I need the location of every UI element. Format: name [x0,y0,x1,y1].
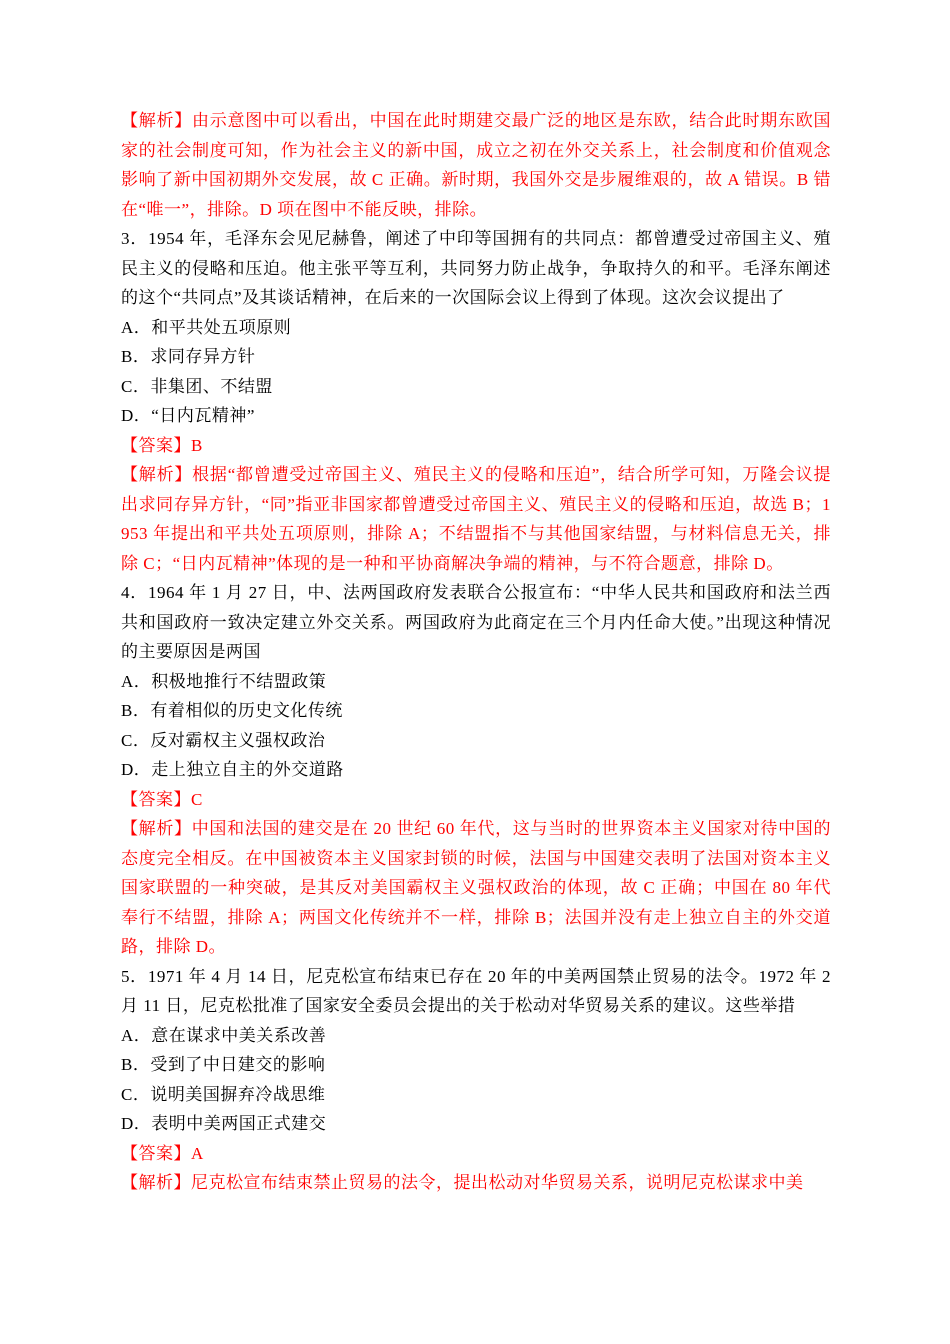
q3-option-a: A．和平共处五项原则 [121,317,292,337]
question-3-stem: 3．1954 年，毛泽东会见尼赫鲁，阐述了中印等国拥有的共同点：都曾遭受过帝国主义、殖民主义的侵略和压迫。他主张平等互利，共同努力防止战争，争取持久的和平。毛泽东阐述的这个“共同点”及其谈话精神，在后来的一次国际会议上得到了体现。这次会议提出了 [121,229,831,307]
q3-answer: 【答案】B [121,435,203,455]
q3-option-d: D．“日内瓦精神” [121,406,255,425]
q4-option-b: B．有着相似的历史文化传统 [121,701,343,720]
q5-option-c: C．说明美国摒弃冷战思维 [121,1084,326,1104]
q4-answer: 【答案】C [121,789,203,809]
q3-option-b: B．求同存异方针 [121,347,256,366]
question-5-stem: 5．1971 年 4 月 14 日，尼克松宣布结束已存在 20 年的中美两国禁止贸易的法令。1972 年 2 月 11 日，尼克松批准了国家安全委员会提出的关于松动对华贸易关系的建议。这些举措 [121,966,831,1015]
q5-answer: 【答案】A [121,1143,204,1163]
question-4-stem: 4．1964 年 1 月 27 日，中、法两国政府发表联合公报宣布：“中华人民共和国政府和法兰西共和国政府一致决定建立外交关系。两国政府为此商定在三个月内任命大使。”出现这种情况的主要原因是两国 [121,583,831,661]
q4-option-c: C．反对霸权主义强权政治 [121,730,326,750]
q5-analysis: 【解析】尼克松宣布结束禁止贸易的法令，提出松动对华贸易关系，说明尼克松谋求中美 [121,1173,804,1192]
q5-option-b: B．受到了中日建交的影响 [121,1055,326,1074]
q2-analysis: 【解析】由示意图中可以看出，中国在此时期建交最广泛的地区是东欧，结合此时期东欧国家的社会制度可知，作为社会主义的新中国，成立之初在外交关系上，社会制度和价值观念影响了新中国初期外交发展，故 C 正确。新时期，我国外交是步履维艰的，故 A 错误。B 错在“唯一”，排除。D 项在图中不能反映，排除。 [121,111,831,219]
q4-option-a: A．积极地推行不结盟政策 [121,671,327,691]
q4-option-d: D．走上独立自主的外交道路 [121,760,344,779]
q5-option-d: D．表明中美两国正式建交 [121,1114,327,1133]
q4-analysis: 【解析】中国和法国的建交是在 20 世纪 60 年代，这与当时的世界资本主义国家对待中国的态度完全相反。在中国被资本主义国家封锁的时候，法国与中国建交表明了法国对资本主义国家联盟的一种突破，是其反对美国霸权主义强权政治的体现，故 C 正确；中国在 80 年代奉行不结盟，排除 A；两国文化传统并不一样，排除 B；法国并没有走上独立自主的外交道路，排除 D。 [121,819,831,956]
q3-option-c: C．非集团、不结盟 [121,376,273,396]
q5-option-a: A．意在谋求中美关系改善 [121,1025,327,1045]
q3-analysis: 【解析】根据“都曾遭受过帝国主义、殖民主义的侵略和压迫”，结合所学可知，万隆会议提出求同存异方针，“同”指亚非国家都曾遭受过帝国主义、殖民主义的侵略和压迫，故选 B；1953 年提出和平共处五项原则，排除 A；不结盟指不与其他国家结盟，与材料信息无关，排除 C；“日内瓦精神”体现的是一种和平协商解决争端的精神，与不符合题意，排除 D。 [121,465,831,573]
